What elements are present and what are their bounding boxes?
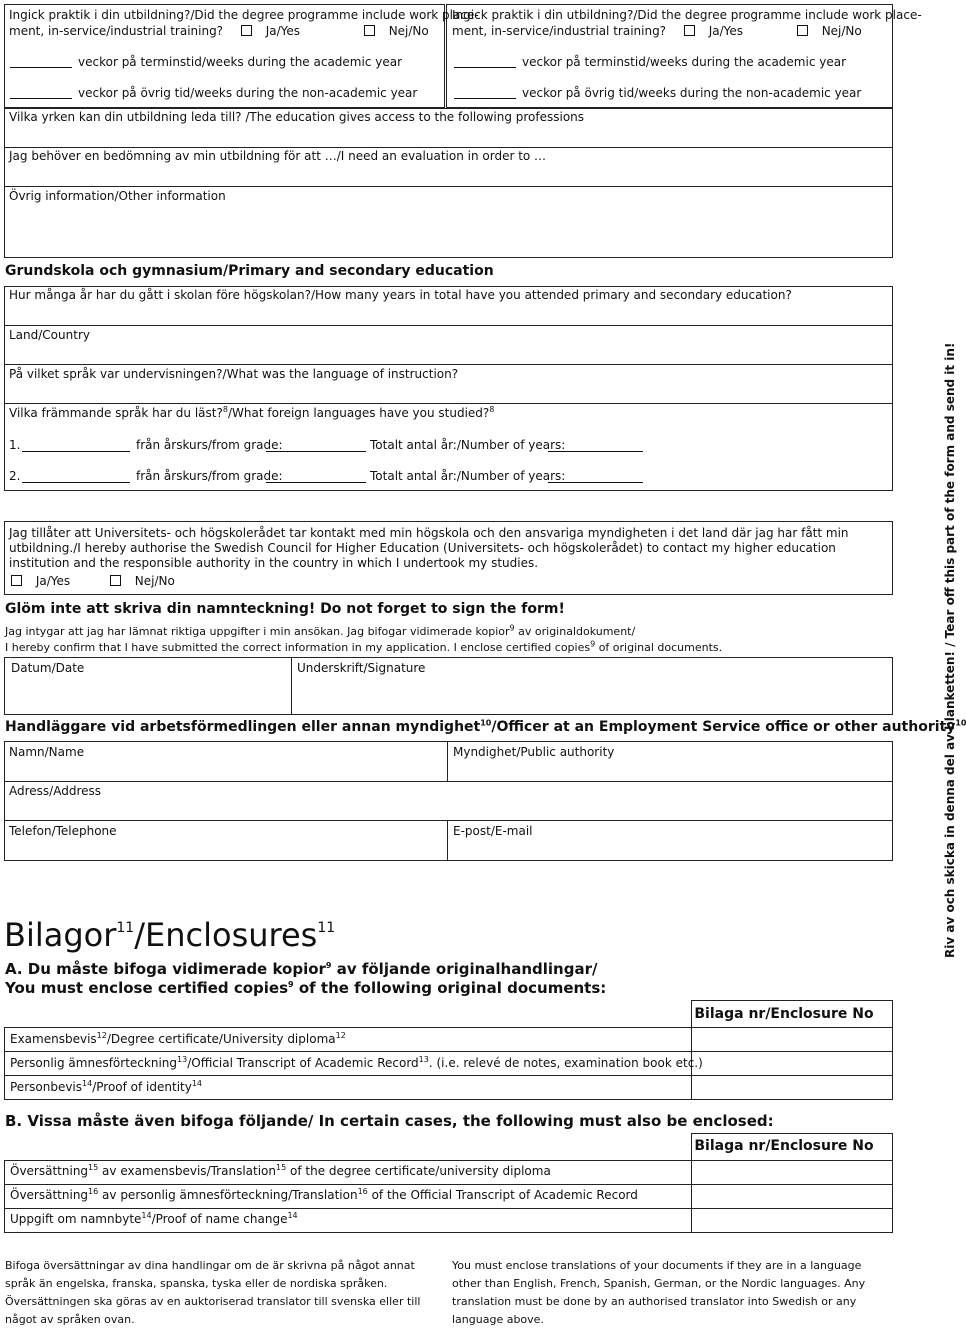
foreign-row1-total-field[interactable]	[548, 451, 643, 452]
a2-a: Personlig ämnesförteckning	[10, 1056, 178, 1070]
b1-a: Översättning	[10, 1164, 89, 1178]
a1-s1: 12	[96, 1031, 107, 1040]
country-field[interactable]	[4, 325, 893, 365]
practice-question-text: ment, in-service/industrial training?	[9, 24, 224, 38]
evaluation-label: Jag behöver en bedömning av min utbildning för att …/I need an evaluation in order to …	[9, 149, 547, 163]
section-b-row-1-no[interactable]	[691, 1160, 893, 1185]
weeks-nonacademic-field-right[interactable]	[454, 98, 516, 99]
section-a-sup2: 9	[288, 980, 294, 989]
other-info-label: Övrig information/Other information	[9, 189, 226, 203]
officer-phone-label: Telefon/Telephone	[9, 824, 117, 838]
a2-b: /Official Transcript of Academic Record	[187, 1056, 419, 1070]
b1-s2: 15	[276, 1163, 287, 1172]
practice-no-checkbox[interactable]	[364, 25, 375, 36]
consent-text: Jag tillåter att Universitets- och högskolerådet tar kontakt med min högskola och den ansvariga myndigheten i det land där jag har fått min utbildning./I hereby authorise the Swedish Council for Higher Education (Universitets- och högskolerådet) to contact my higher education institution and the responsible authority in the country in which I undertook my studies.	[9, 526, 849, 570]
officer-heading	[5, 719, 966, 735]
enclosures-title-b: /Enclosures	[134, 916, 318, 954]
a2-s1: 13	[177, 1055, 188, 1064]
section-a-heading-2	[5, 979, 606, 997]
practice-yes-label-right: Ja/Yes	[708, 24, 744, 38]
foreign-label-en: /What foreign languages have you studied?	[227, 406, 490, 420]
officer-email-label: E-post/E-mail	[453, 824, 533, 838]
sign-line2b: of original documents.	[595, 641, 723, 654]
section-a-row-1-no[interactable]	[691, 1027, 893, 1052]
foreign-languages-label	[9, 406, 494, 421]
a1-a: Examensbevis	[10, 1032, 97, 1046]
b3-s2: 14	[287, 1211, 298, 1220]
b1-s1: 15	[88, 1163, 99, 1172]
enclosures-title-sup1: 11	[116, 920, 135, 936]
consent-yes-label: Ja/Yes	[35, 574, 71, 588]
weeks-nonacademic-label-right: veckor på övrig tid/weeks during the non-academic year	[522, 86, 862, 100]
section-a-1b: av följande originalhandlingar/	[331, 960, 598, 978]
section-a-enclosure-no-label: Bilaga nr/Enclosure No	[694, 1006, 874, 1022]
practice-no-label: Nej/No	[388, 24, 429, 38]
section-a-2a: You must enclose certified copies	[5, 979, 289, 997]
a3-b: /Proof of identity	[92, 1080, 192, 1094]
practice-yes-checkbox[interactable]	[241, 25, 252, 36]
sign-line2a: I hereby confirm that I have submitted the correct information in my application. I enclose certified copies	[5, 641, 591, 654]
practice-no-label-right: Nej/No	[821, 24, 862, 38]
foreign-row1-total-label: Totalt antal år:/Number of years:	[370, 438, 566, 452]
foreign-row2-from-field[interactable]	[266, 482, 366, 483]
section-a-sup1: 9	[325, 961, 332, 970]
a1-b: /Degree certificate/University diploma	[106, 1032, 336, 1046]
school-heading: Grundskola och gymnasium/Primary and secondary education	[5, 263, 494, 279]
section-a-row-2-no[interactable]	[691, 1051, 893, 1076]
section-a-2b: of the following original documents:	[293, 979, 607, 997]
foreign-sup-1: 8	[222, 405, 228, 414]
sign-line2-sup: 9	[590, 639, 596, 649]
practice-yes-checkbox-right[interactable]	[684, 25, 695, 36]
section-a-row-3-no[interactable]	[691, 1075, 893, 1100]
b2-c: of the Official Transcript of Academic Record	[367, 1188, 638, 1202]
officer-address-label: Adress/Address	[9, 784, 102, 798]
weeks-nonacademic-label-left: veckor på övrig tid/weeks during the non-academic year	[78, 86, 418, 100]
officer-sup1: 10	[480, 718, 492, 728]
weeks-academic-label-right: veckor på terminstid/weeks during the academic year	[522, 55, 847, 69]
b3-a: Uppgift om namnbyte	[10, 1212, 142, 1226]
weeks-academic-field-right[interactable]	[454, 67, 516, 68]
date-label: Datum/Date	[11, 661, 85, 675]
foreign-row1-language[interactable]	[22, 451, 130, 452]
officer-heading-b: /Officer at an Employment Service office or other authority	[491, 719, 956, 735]
a1-s2: 12	[335, 1031, 346, 1040]
b3-s1: 14	[141, 1211, 152, 1220]
sign-confirm-en	[5, 640, 722, 655]
section-a-heading-1	[5, 960, 597, 978]
foreign-row1-from-field[interactable]	[266, 451, 366, 452]
officer-name-label: Namn/Name	[9, 745, 85, 759]
section-b-row-2-no[interactable]	[691, 1184, 893, 1209]
consent-options	[11, 574, 175, 589]
signature-label: Underskrift/Signature	[297, 661, 426, 675]
b2-s1: 16	[88, 1187, 99, 1196]
sign-confirm-sv	[5, 624, 635, 639]
officer-heading-a: Handläggare vid arbetsförmedlingen eller annan myndighet	[5, 719, 481, 735]
a2-s2: 13	[418, 1055, 429, 1064]
section-b-heading: B. Vissa måste även bifoga följande/ In certain cases, the following must also be enclosed:	[5, 1112, 774, 1130]
language-label: På vilket språk var undervisningen?/What was the language of instruction?	[9, 367, 459, 381]
weeks-academic-field-left[interactable]	[10, 67, 72, 68]
a3-s1: 14	[82, 1079, 93, 1088]
section-b-enclosure-no-label: Bilaga nr/Enclosure No	[694, 1138, 874, 1154]
sign-line1b: av originaldokument/	[514, 625, 636, 638]
b2-b: av personlig ämnesförteckning/Translation	[98, 1188, 358, 1202]
practice-question-text-right: ment, in-service/industrial training?	[452, 24, 667, 38]
section-b-row-2-label	[10, 1188, 638, 1203]
foreign-row1-from-label: från årskurs/from grade:	[136, 438, 283, 452]
foreign-row1-number: 1.	[9, 438, 21, 452]
b3-b: /Proof of name change	[151, 1212, 288, 1226]
sign-line1a: Jag intygar att jag har lämnat riktiga uppgifter i min ansökan. Jag bifogar vidimerade kopior	[5, 625, 510, 638]
foreign-row2-number: 2.	[9, 469, 21, 483]
practice-question-right-2	[452, 24, 862, 39]
enclosures-title-a: Bilagor	[4, 916, 117, 954]
section-a-row-2-label	[10, 1056, 703, 1071]
b1-c: of the degree certificate/university diploma	[286, 1164, 551, 1178]
consent-yes-checkbox[interactable]	[11, 575, 22, 586]
a2-c: . (i.e. relevé de notes, examination book etc.)	[428, 1056, 703, 1070]
consent-no-checkbox[interactable]	[110, 575, 121, 586]
consent-no-label: Nej/No	[134, 574, 175, 588]
sign-heading: Glöm inte att skriva din namnteckning! Do not forget to sign the form!	[5, 601, 565, 617]
practice-question-right-1: Ingick praktik i din utbildning?/Did the degree programme include work place-	[452, 8, 922, 22]
weeks-academic-label-left: veckor på terminstid/weeks during the academic year	[78, 55, 403, 69]
professions-label: Vilka yrken kan din utbildning leda till? /The education gives access to the following professions	[9, 110, 585, 124]
tear-off-note: Riv av och skicka in denna del av blanketten! / Tear off this part of the form and send it in!	[943, 342, 957, 958]
footer-text-en: You must enclose translations of your documents if they are in a language other than English, French, Spanish, German, or the Nordic languages. Any translation must be done by an authorised translator into Swedish or any language above.	[452, 1259, 866, 1326]
school-years-label: Hur många år har du gått i skolan före högskolan?/How many years in total have you attended primary and secondary education?	[9, 288, 792, 302]
practice-yes-label: Ja/Yes	[265, 24, 301, 38]
section-a-1a: A. Du måste bifoga vidimerade kopior	[5, 960, 326, 978]
b2-s2: 16	[357, 1187, 368, 1196]
foreign-label-sv: Vilka främmande språk har du läst?	[9, 406, 223, 420]
section-b-row-3-no[interactable]	[691, 1208, 893, 1233]
section-a-row-3-label	[10, 1080, 202, 1095]
b2-a: Översättning	[10, 1188, 89, 1202]
foreign-sup-2: 8	[489, 405, 495, 414]
foreign-row2-from-label: från årskurs/from grade:	[136, 469, 283, 483]
officer-address-field[interactable]	[4, 781, 893, 821]
section-b-row-3-label	[10, 1212, 298, 1227]
weeks-nonacademic-field-left[interactable]	[10, 98, 72, 99]
footer-text-sv: Bifoga översättningar av dina handlingar om de är skrivna på något annat språk än engelska, franska, spanska, tyska eller de nordiska språken. Översättningen ska göras av en auktoriserad translator till svenska eller till något av språken ovan.	[5, 1259, 421, 1326]
officer-sup2: 10	[955, 718, 966, 728]
enclosures-title-sup2: 11	[317, 920, 336, 936]
enclosures-title	[4, 908, 335, 955]
foreign-row2-total-field[interactable]	[548, 482, 643, 483]
foreign-row2-language[interactable]	[22, 482, 130, 483]
country-label: Land/Country	[9, 328, 90, 342]
section-a-row-1-label	[10, 1032, 346, 1047]
foreign-row2-total-label: Totalt antal år:/Number of years:	[370, 469, 566, 483]
practice-question-left-2	[9, 24, 429, 39]
officer-authority-label: Myndighet/Public authority	[453, 745, 615, 759]
sign-line1-sup: 9	[509, 623, 515, 633]
b1-b: av examensbevis/Translation	[98, 1164, 276, 1178]
practice-question-left-1: Ingick praktik i din utbildning?/Did the degree programme include work place-	[9, 8, 479, 22]
section-b-row-1-label	[10, 1164, 551, 1179]
a3-s2: 14	[191, 1079, 203, 1088]
a3-a: Personbevis	[10, 1080, 83, 1094]
practice-no-checkbox-right[interactable]	[797, 25, 808, 36]
